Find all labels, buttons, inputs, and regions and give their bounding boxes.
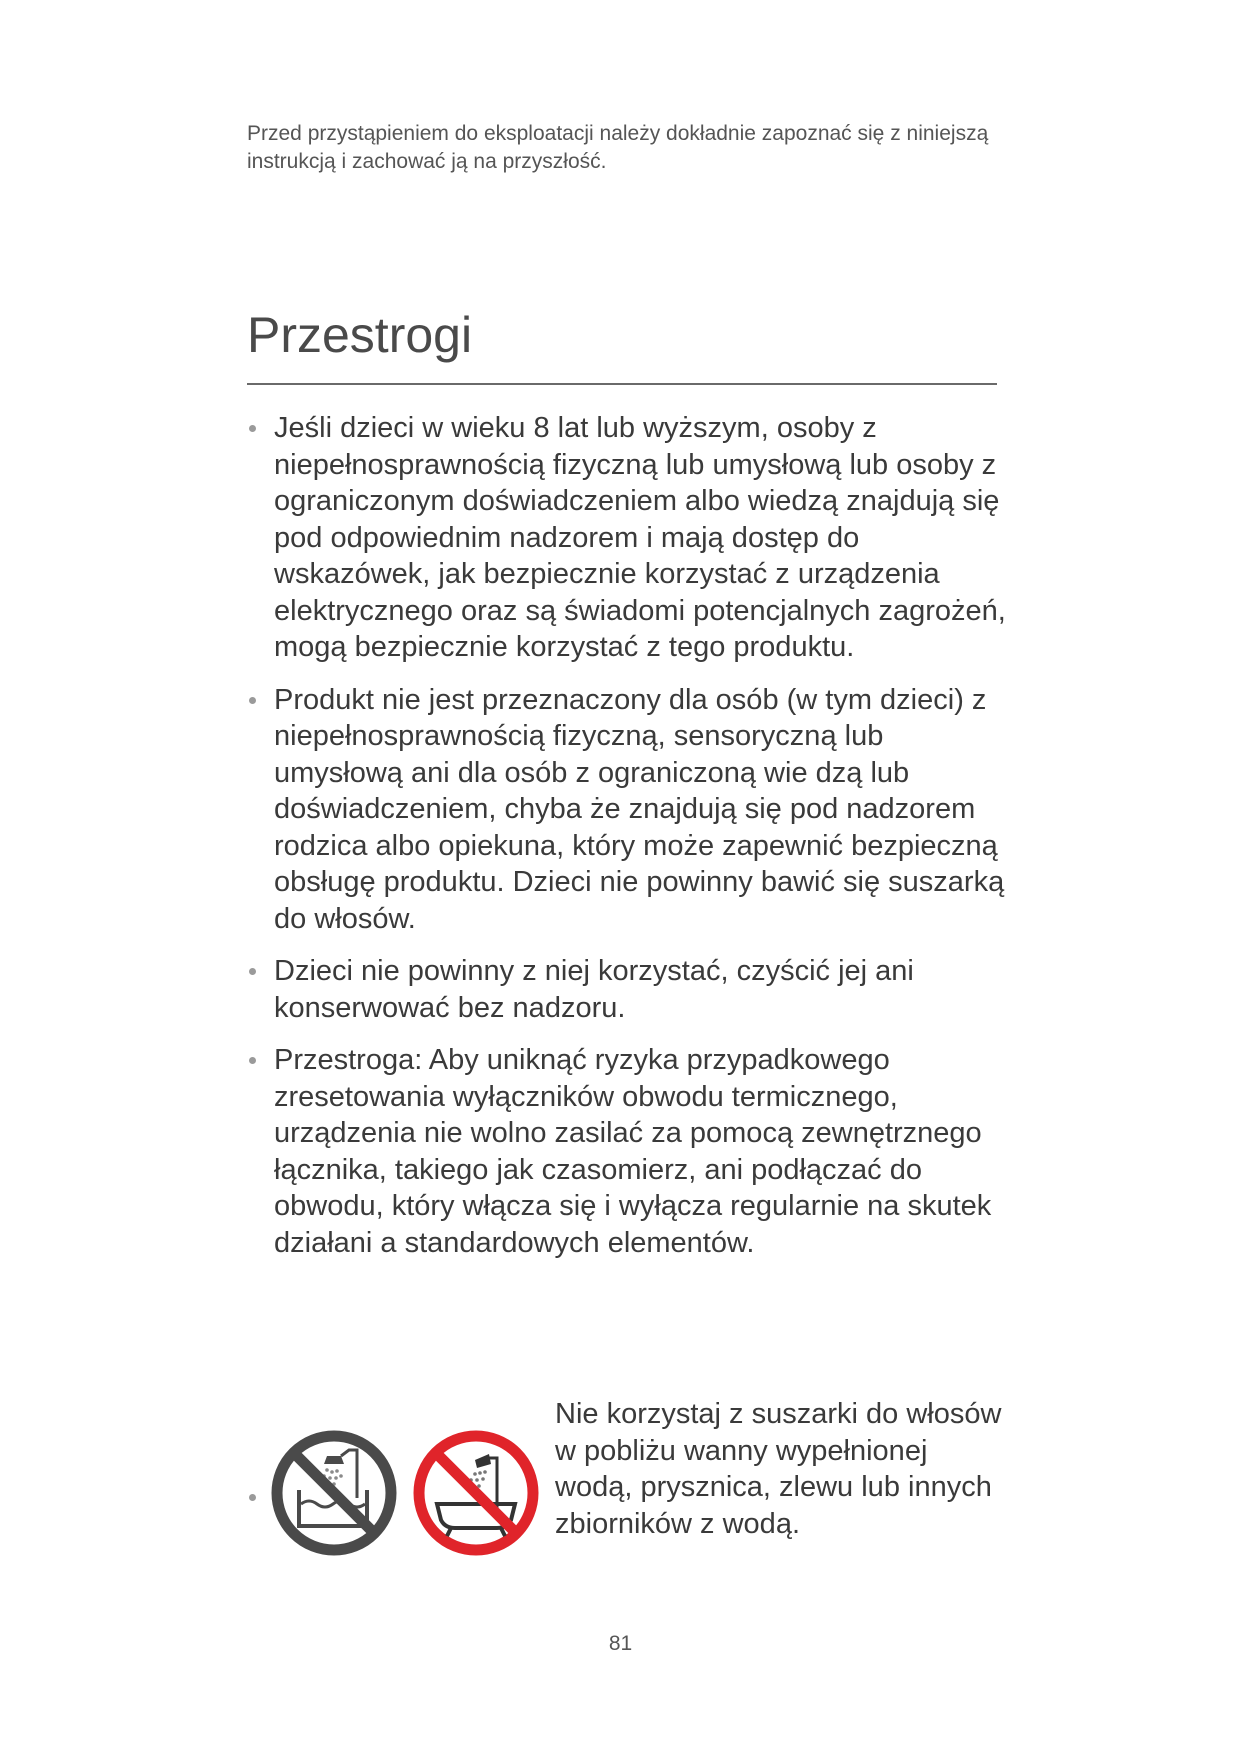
list-item bbox=[247, 410, 1007, 666]
warning-text: Jeśli dzieci w wieku 8 lat lub wyższym, osoby z niepełnosprawnością fizyczną lub umysłową lub osoby z ograniczonym doświadczeniem albo wiedzą znajdują się pod odpowiednim nadzorem i mają dostęp do wskazówek, jak bezpiecznie korzystać z urządzenia elektrycznego oraz są świadomi potencjalnych zagrożeń, mogą bezpiecznie korzystać z tego produktu. bbox=[274, 412, 1006, 663]
bullet-icon bbox=[249, 968, 256, 975]
list-item bbox=[247, 682, 1007, 938]
bullet-icon bbox=[249, 1057, 256, 1064]
list-item bbox=[247, 953, 1007, 1026]
list-item bbox=[247, 1042, 1007, 1261]
title-divider bbox=[247, 383, 997, 385]
warning-text: Produkt nie jest przeznaczony dla osób (w tym dzieci) z niepełnosprawnością fizyczną, sensoryczną lub umysłową ani dla osób z ograniczoną wie dzą lub doświadczeniem, chyba że znajdują się pod nadzorem rodzica albo opiekuna, który może zapewnić bezpieczną obsługę produktu. Dzieci nie powinny bawić się suszarką do włosów. bbox=[274, 683, 1005, 935]
bullet-icon bbox=[249, 1494, 256, 1501]
no-bathtub-grey-icon bbox=[269, 1428, 399, 1558]
warning-text: Przestroga: Aby uniknąć ryzyka przypadkowego zresetowania wyłączników obwodu termicznego, urządzenia nie wolno zasilać za pomocą zewnętrznego łącznika, takiego jak czasomierz, ani podłączać do obwodu, który włącza się i wyłącza regularnie na skutek działani a standardowych elementów. bbox=[274, 1044, 992, 1259]
warning-list bbox=[247, 410, 1007, 1277]
water-warning-text: Nie korzystaj z suszarki do włosów w pobliżu wanny wypełnionej wodą, prysznica, zlewu lub innych zbiorników z wodą. bbox=[555, 1398, 1002, 1540]
page-title: Przestrogi bbox=[247, 307, 473, 363]
intro-text: Przed przystąpieniem do eksploatacji należy dokładnie zapoznać się z niniejszą instrukcją i zachować ją na przyszłość. bbox=[247, 122, 989, 173]
bullet-icon bbox=[249, 425, 256, 432]
warning-text: Dzieci nie powinny z niej korzystać, czyścić jej ani konserwować bez nadzoru. bbox=[274, 955, 914, 1024]
water-warning-row bbox=[247, 1396, 1007, 1576]
no-bathtub-red-icon bbox=[411, 1428, 541, 1558]
page-number: 81 bbox=[608, 1632, 633, 1655]
bullet-icon bbox=[249, 697, 256, 704]
